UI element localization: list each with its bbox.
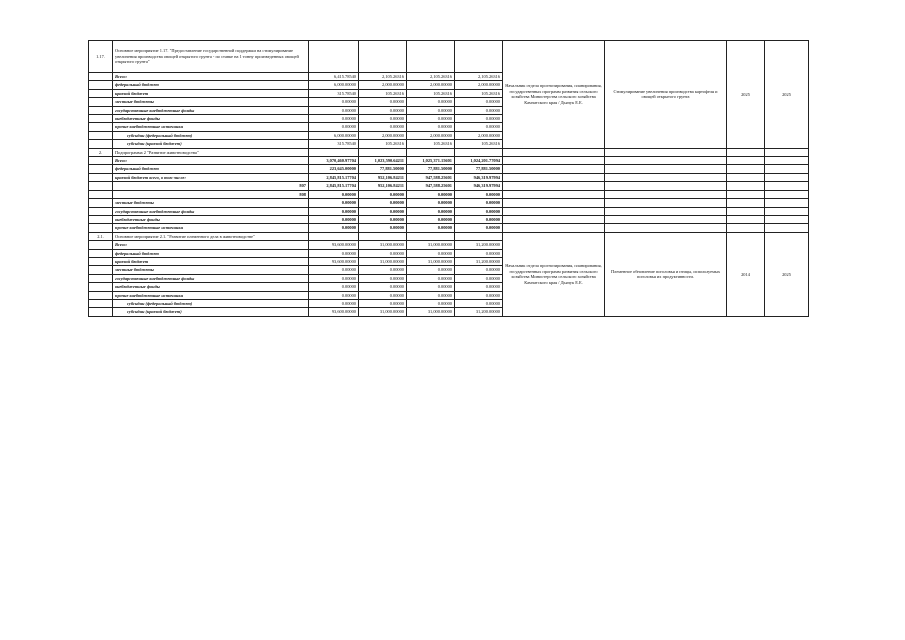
row-label: субсидии (краевой бюджет)	[113, 308, 309, 316]
cell-value: 0.00000	[359, 190, 407, 198]
cell-value: 0.00000	[455, 266, 503, 274]
row-label: местные бюджеты	[113, 98, 309, 106]
cell-value: 0.00000	[455, 123, 503, 131]
cell-value: 2,000.00000	[359, 131, 407, 139]
cell-value: 952,106.84211	[359, 173, 407, 181]
cell-value: 31,000.00000	[407, 241, 455, 249]
table-row	[89, 199, 809, 207]
block21-number: 2.1.	[89, 232, 113, 240]
budget-code: 808	[113, 190, 309, 198]
row-label: Всего:	[113, 73, 309, 81]
cell-value: 0.00000	[359, 283, 407, 291]
block1-number: 1.17.	[89, 41, 113, 73]
cell-value: 0.00000	[407, 106, 455, 114]
cell-value: 6,000.00000	[309, 131, 359, 139]
row-label: Всего:	[113, 157, 309, 165]
cell-value: 0.00000	[359, 123, 407, 131]
cell-value: 0.00000	[309, 123, 359, 131]
cell-value: 223,645.00000	[309, 165, 359, 173]
table-row	[89, 224, 809, 232]
row-label: краевой бюджет	[113, 89, 309, 97]
row-label: федеральный бюджет	[113, 81, 309, 89]
block1-title: Основное мероприятие 1.17. "Предоставление государственной поддержки на стимулирование увеличения производства овощей открытого грунта - по ставке на 1 тонну произведенных овощей открытого грунта"	[113, 41, 309, 73]
cell-value: 2,000.00000	[455, 131, 503, 139]
cell-value: 93,600.00000	[309, 308, 359, 316]
cell-value: 3,070,460.97704	[309, 157, 359, 165]
row-label: прочие внебюджетные источники	[113, 123, 309, 131]
cell-value: 947,588.25601	[407, 182, 455, 190]
row-label: государственные внебюджетные фонды	[113, 106, 309, 114]
table-row	[89, 165, 809, 173]
cell-value: 31,000.00000	[359, 241, 407, 249]
cell-value: 0.00000	[359, 224, 407, 232]
cell-value: 946,319.97994	[455, 182, 503, 190]
cell-value: 6,415.78540	[309, 73, 359, 81]
cell-value: 0.00000	[359, 291, 407, 299]
cell-value: 0.00000	[407, 299, 455, 307]
cell-value: 0.00000	[359, 299, 407, 307]
row-label: прочие внебюджетные источники	[113, 224, 309, 232]
row-label: краевой бюджет всего, в том числе:	[113, 173, 309, 181]
block21-result: Племенное обновление поголовья и птицы, используемых поголовья их продуктивности.	[605, 232, 727, 316]
cell-value: 0.00000	[407, 291, 455, 299]
cell-value: 2,000.00000	[359, 81, 407, 89]
row-label: Всего:	[113, 241, 309, 249]
cell-value: 105.26316	[359, 140, 407, 148]
cell-value: 0.00000	[359, 207, 407, 215]
cell-value: 2,105.26316	[359, 73, 407, 81]
subprogram2-number: 2.	[89, 148, 113, 156]
cell-value: 0.00000	[455, 274, 503, 282]
budget-code: 807	[113, 182, 309, 190]
cell-value: 0.00000	[359, 199, 407, 207]
cell-value: 0.00000	[407, 215, 455, 223]
cell-value: 0.00000	[359, 274, 407, 282]
cell-value: 0.00000	[407, 224, 455, 232]
cell-value: 2,105.26316	[455, 73, 503, 81]
cell-value: 1,023,590.64211	[359, 157, 407, 165]
row-label: внебюджетные фонды	[113, 283, 309, 291]
cell-value: 2,000.00000	[407, 131, 455, 139]
cell-value: 0.00000	[309, 266, 359, 274]
cell-value: 93,600.00000	[309, 257, 359, 265]
cell-value: 0.00000	[309, 215, 359, 223]
cell-value: 0.00000	[455, 190, 503, 198]
cell-value: 105.26316	[455, 140, 503, 148]
cell-value: 0.00000	[309, 283, 359, 291]
cell-value: 0.00000	[455, 291, 503, 299]
row-label: краевой бюджет	[113, 257, 309, 265]
cell-value: 77,881.50000	[359, 165, 407, 173]
cell-value: 0.00000	[359, 249, 407, 257]
subprogram2-title: Подпрограмма 2 "Развитие животноводства"	[113, 148, 309, 156]
cell-value: 1,025,371.15601	[407, 157, 455, 165]
cell-value: 6,000.00000	[309, 81, 359, 89]
row-label: внебюджетные фонды	[113, 115, 309, 123]
block1-year-start: 2025	[727, 41, 765, 149]
cell-value: 0.00000	[309, 106, 359, 114]
cell-value: 31,000.00000	[359, 257, 407, 265]
cell-value: 0.00000	[407, 266, 455, 274]
row-label: субсидии (краевой бюджет)	[113, 140, 309, 148]
block21-year-start: 2014	[727, 232, 765, 316]
block21-responsible: Начальник отдела прогнозирования, планирования, государственных программ развития сельского хозяйства Министерства сельского хозяйства Камчатского края / Дьячук Е.Е.	[503, 232, 605, 316]
cell-value: 0.00000	[407, 207, 455, 215]
cell-value: 31,200.00000	[455, 257, 503, 265]
cell-value: 31,000.00000	[407, 308, 455, 316]
cell-value: 105.26316	[359, 89, 407, 97]
cell-value: 0.00000	[309, 224, 359, 232]
cell-value: 105.26316	[407, 89, 455, 97]
cell-value: 0.00000	[359, 115, 407, 123]
budget-table-page	[88, 40, 808, 317]
block1-responsible: Начальник отдела прогнозирования, планирования, государственных программ развития сельского хозяйства Министерства сельского хозяйства Камчатского края / Дьячук Е.Е.	[503, 41, 605, 149]
cell-value: 946,319.97994	[455, 173, 503, 181]
row-label: субсидии (федеральный бюджет)	[113, 131, 309, 139]
block1-result: Стимулирование увеличения производства картофеля и овощей открытого грунта	[605, 41, 727, 149]
cell-value: 952,106.84211	[359, 182, 407, 190]
cell-value: 31,200.00000	[455, 241, 503, 249]
cell-value: 0.00000	[455, 207, 503, 215]
cell-value: 2,000.00000	[455, 81, 503, 89]
cell-value: 105.26316	[455, 89, 503, 97]
cell-value: 0.00000	[455, 299, 503, 307]
cell-value: 0.00000	[407, 115, 455, 123]
budget-table	[88, 40, 809, 317]
cell-value: 0.00000	[359, 215, 407, 223]
row-label: внебюджетные фонды	[113, 215, 309, 223]
table-row	[89, 190, 809, 198]
table-row	[89, 173, 809, 181]
row-label: государственные внебюджетные фонды	[113, 274, 309, 282]
row-label: прочие внебюджетные источники	[113, 291, 309, 299]
table-row	[89, 215, 809, 223]
cell-value: 0.00000	[309, 199, 359, 207]
cell-value: 77,881.50000	[455, 165, 503, 173]
cell-value: 2,845,815.17704	[309, 182, 359, 190]
cell-value: 0.00000	[407, 123, 455, 131]
cell-value: 0.00000	[407, 274, 455, 282]
block21-title: Основное мероприятие 2.1. "Развитие племенного дела в животноводстве"	[113, 232, 309, 240]
subprogram-header-row	[89, 148, 809, 156]
table-row	[89, 157, 809, 165]
cell-value: 93,600.00000	[309, 241, 359, 249]
cell-value: 0.00000	[309, 207, 359, 215]
cell-value: 0.00000	[407, 199, 455, 207]
cell-value: 0.00000	[309, 249, 359, 257]
cell-value: 77,881.50000	[407, 165, 455, 173]
cell-value: 31,200.00000	[455, 308, 503, 316]
cell-value: 0.00000	[455, 106, 503, 114]
cell-value: 0.00000	[309, 274, 359, 282]
cell-value: 0.00000	[455, 98, 503, 106]
cell-value: 0.00000	[407, 283, 455, 291]
block21-year-end: 2025	[765, 232, 809, 316]
cell-value: 0.00000	[455, 283, 503, 291]
cell-value: 0.00000	[455, 115, 503, 123]
cell-value: 2,845,815.17704	[309, 173, 359, 181]
cell-value: 0.00000	[359, 266, 407, 274]
row-label: государственные внебюджетные фонды	[113, 207, 309, 215]
row-label: местные бюджеты	[113, 199, 309, 207]
table-row	[89, 207, 809, 215]
cell-value: 0.00000	[309, 115, 359, 123]
cell-value: 0.00000	[359, 98, 407, 106]
cell-value: 0.00000	[309, 190, 359, 198]
cell-value: 0.00000	[309, 98, 359, 106]
cell-value: 315.78540	[309, 140, 359, 148]
cell-value: 2,000.00000	[407, 81, 455, 89]
cell-value: 31,000.00000	[407, 257, 455, 265]
cell-value: 0.00000	[359, 106, 407, 114]
cell-value: 0.00000	[455, 249, 503, 257]
cell-value: 0.00000	[455, 224, 503, 232]
cell-value: 2,105.26316	[407, 73, 455, 81]
cell-value: 0.00000	[407, 190, 455, 198]
table-row	[89, 182, 809, 190]
cell-value: 0.00000	[455, 215, 503, 223]
cell-value: 0.00000	[309, 299, 359, 307]
cell-value: 0.00000	[309, 291, 359, 299]
block1-year-end: 2025	[765, 41, 809, 149]
row-label: федеральный бюджет	[113, 165, 309, 173]
cell-value: 315.78540	[309, 89, 359, 97]
cell-value: 1,024,201.77094	[455, 157, 503, 165]
cell-value: 0.00000	[407, 98, 455, 106]
cell-value: 947,588.25601	[407, 173, 455, 181]
cell-value: 31,000.00000	[359, 308, 407, 316]
row-label: федеральный бюджет	[113, 249, 309, 257]
activity-header-row	[89, 232, 809, 240]
row-label: субсидии (федеральный бюджет)	[113, 299, 309, 307]
cell-value: 0.00000	[407, 249, 455, 257]
cell-value: 105.26316	[407, 140, 455, 148]
row-label: местные бюджеты	[113, 266, 309, 274]
cell-value: 0.00000	[455, 199, 503, 207]
